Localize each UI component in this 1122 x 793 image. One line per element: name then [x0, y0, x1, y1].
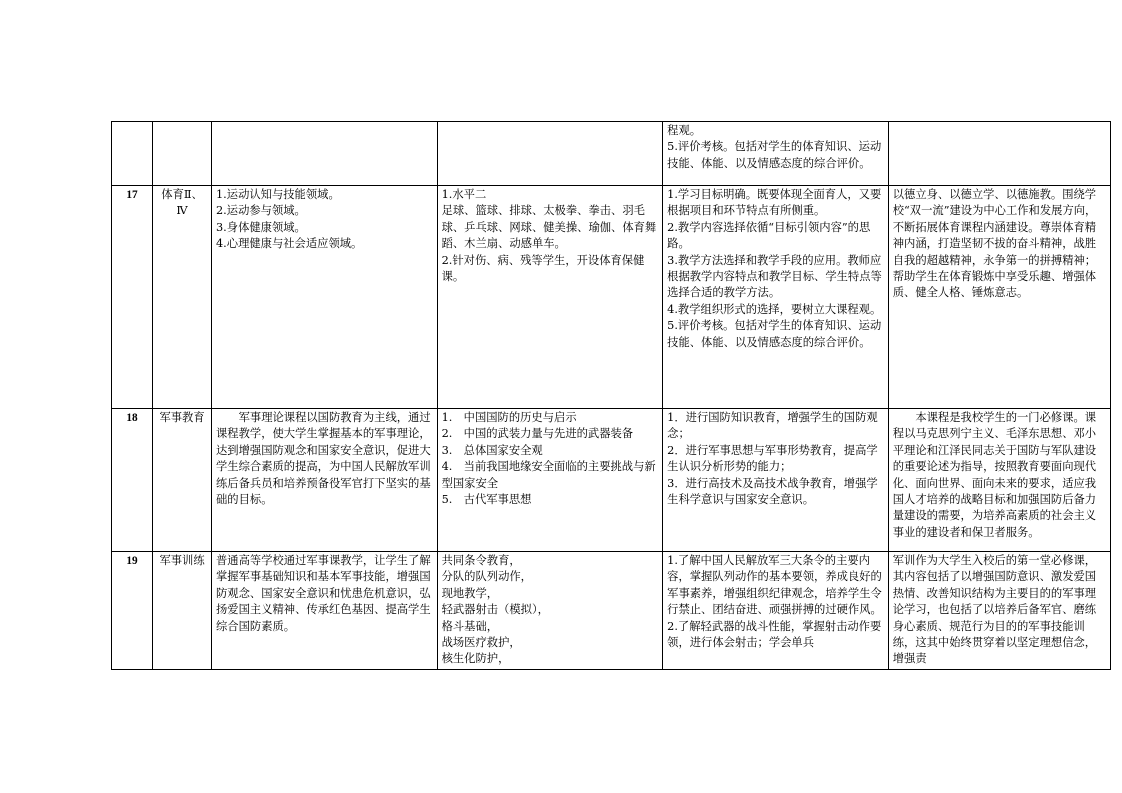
requirement-item: 4.教学组织形式的选择，要树立大课程观。 [667, 302, 882, 316]
requirements-clip [667, 553, 884, 665]
requirement-item: 2.了解轻武器的战斗性能，掌握射击动作要领，进行体会射击；学会单兵 [667, 619, 882, 650]
course-goals-cell [212, 122, 438, 186]
content-item: 2.针对伤、病、残等学生，开设体育保健课。 [441, 253, 645, 284]
course-content-cell [437, 409, 663, 552]
content-item: 5. 古代军事思想 [441, 493, 532, 507]
ideology-cell [888, 409, 1110, 552]
content-item: 格斗基础， [441, 619, 499, 633]
content-item: 4. 当前我国地缘安全面临的主要挑战与新型国家安全 [441, 460, 656, 490]
content-item: 3. 总体国家安全观 [441, 443, 543, 457]
content-item: 共同条令教育， [441, 554, 521, 567]
course-content-cell [437, 552, 663, 670]
teaching-requirements-cell [663, 122, 889, 186]
table-row [112, 122, 1111, 186]
course-number-cell: 18 [112, 409, 153, 552]
requirement-item: 2.教学内容选择依循“目标引领内容”的思路。 [667, 220, 871, 251]
curriculum-table [111, 121, 1111, 670]
table-row [112, 552, 1111, 670]
teaching-requirements-cell [663, 186, 889, 409]
content-item: 1.水平二 [441, 188, 487, 201]
requirement-item: 程观。 [667, 124, 702, 137]
goal-text: 普通高等学校通过军事课教学，让学生了解掌握军事基础知识和基本军事技能，增强国防观念、国家安全意识和忧患危机意识，弘扬爱国主义精神、传承红色基因、提高学生综合国防素质。 [216, 554, 431, 633]
content-item: 1. 中国国防的历史与启示 [441, 411, 577, 424]
goal-item: 1.运动认知与技能领域。 [216, 188, 340, 201]
requirement-item: 3．进行高技术及高技术战争教育，增强学生科学意识与国家安全意识。 [667, 476, 878, 507]
goal-item: 3.身体健康领域。 [216, 220, 306, 234]
table-row [112, 409, 1111, 552]
content-item: 2. 中国的武装力量与先进的武器装备 [441, 427, 634, 441]
course-goals-cell [212, 552, 438, 670]
ideology-text: 本课程是我校学生的一门必修课。课程以马克思列宁主义、毛泽东思想、邓小平理论和江泽民同志关于国防与军队建设的重要论述为指导，按照教育要面向现代化、面向世界、面向未来的要求，适应我国人才培养的战略目标和加强国防后备力量建设的需要，为培养高素质的社会主义事业的建设者和保卫者服务。 [892, 411, 1097, 539]
requirement-item: 1.了解中国人民解放军三大条令的主要内容，掌握队列动作的基本要领，养成良好的军事素养，增强组织纪律观念，培养学生令行禁止、团结奋进、顽强拼搏的过硬作风。 [667, 554, 882, 617]
goal-text: 军事理论课程以国防教育为主线，通过课程教学，使大学生掌握基本的军事理论，达到增强国防观念和国家安全意识，促进大学生综合素质的提高，为中国人民解放军训练后备兵员和培养预备役军官打下坚实的基础的目标。 [216, 411, 431, 507]
course-content-cell [437, 122, 663, 186]
ideology-cell [888, 122, 1110, 186]
course-name-cell [153, 122, 212, 186]
content-item: 核生化防护， [441, 652, 510, 666]
table-row [112, 186, 1111, 409]
course-name-cell: 军事教育 [153, 409, 212, 552]
teaching-requirements-cell [663, 552, 889, 670]
content-item: 足球、篮球、排球、太极拳、拳击、羽毛球、乒乓球、网球、健美操、瑜伽、体育舞蹈、木兰扇、动感单车。 [441, 204, 657, 251]
content-item: 战场医疗救护， [441, 636, 521, 650]
course-name-cell: 体育Ⅱ、Ⅳ [153, 186, 212, 409]
requirement-item: 5.评价考核。包括对学生的体育知识、运动技能、体能、以及情感态度的综合评价。 [667, 319, 882, 349]
requirement-item: 2．进行军事思想与军事形势教育，提高学生认识分析形势的能力； [667, 443, 878, 474]
requirement-item: 5.评价考核。包括对学生的体育知识、运动技能、体能、以及情感态度的综合评价。 [667, 140, 882, 170]
content-item: 轻武器射击（模拟）， [441, 603, 549, 617]
ideology-text: 以德立身、以德立学、以德施教。围绕学校“双一流”建设为中心工作和发展方向，不断拓展体育课程内涵建设。尊崇体育精神内涵，打造坚韧不拔的奋斗精神，战胜自我的超越精神，永争第一的拼搏精神；帮助学生在体育锻炼中享受乐趣、增强体质、健全人格、锤炼意志。 [892, 188, 1097, 300]
course-goals-cell [212, 409, 438, 552]
course-number-cell: 17 [112, 186, 153, 409]
teaching-requirements-cell [663, 409, 889, 552]
content-item: 分队的队列动作， [441, 570, 532, 584]
goal-item: 2.运动参与领域。 [216, 204, 306, 218]
goal-item: 4.心理健康与社会适应领域。 [216, 237, 363, 251]
course-number-cell [112, 122, 153, 186]
course-name-cell: 军事训练 [153, 552, 212, 670]
course-goals-cell [212, 186, 438, 409]
ideology-text: 军训作为大学生入校后的第一堂必修课，其内容包括了以增强国防意识、激发爱国热情、改善知识结构为主要目的的军事理论学习，也包括了以培养后备军官、磨练身心素质、规范行为目的的军事技能训练，这其中始终贯穿着以坚定理想信念，增强责 [892, 554, 1097, 665]
content-item: 现地教学， [441, 586, 499, 600]
ideology-clip [893, 553, 1106, 665]
course-number-cell: 19 [112, 552, 153, 670]
requirement-item: 1．进行国防知识教育，增强学生的国防观念； [667, 411, 878, 441]
requirement-item: 1.学习目标明确。既要体现全面育人，又要根据项目和环节特点有所侧重。 [667, 188, 882, 218]
ideology-cell [888, 552, 1110, 670]
ideology-cell [888, 186, 1110, 409]
course-content-cell [437, 186, 663, 409]
requirement-item: 3.教学方法选择和教学手段的应用。教师应根据教学内容特点和教学目标、学生特点等选择合适的教学方法。 [667, 253, 882, 300]
